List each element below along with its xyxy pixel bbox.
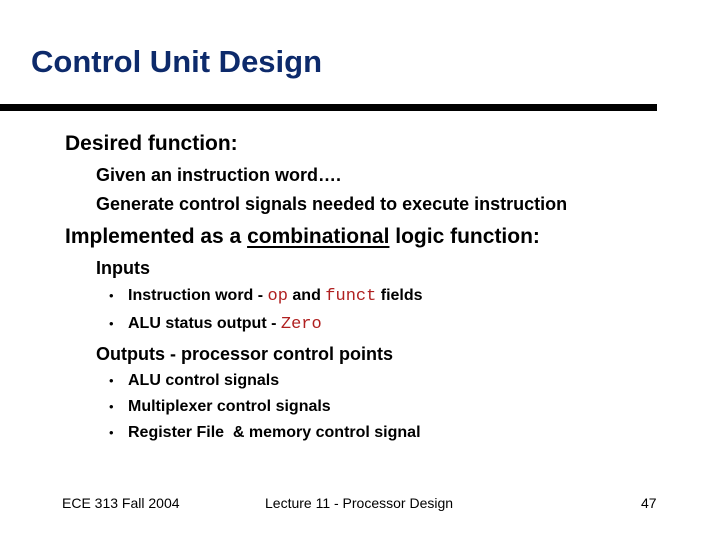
bullet-instruction-word <box>109 287 423 306</box>
dot-bullet-icon: • <box>109 288 114 303</box>
dot-bullet-icon: • <box>109 373 114 388</box>
bullet-outputs <box>73 344 393 365</box>
page-number: 47 <box>641 495 657 511</box>
title-divider <box>0 104 657 111</box>
bullet-text: Register File & memory control signal <box>128 424 421 441</box>
bullet-text: Given an instruction word…. <box>96 165 342 185</box>
slide-title: Control Unit Design <box>31 44 323 79</box>
code-funct: funct <box>325 287 377 306</box>
bullet-text: Generate control signals needed to execute instruction <box>96 194 568 214</box>
bullet-desired-function <box>33 132 238 156</box>
code-zero: Zero <box>280 315 322 334</box>
dot-bullet-icon: • <box>109 399 114 414</box>
bullet-mux-control <box>109 398 331 416</box>
bullet-implemented <box>33 225 540 249</box>
bullet-text-post: logic function: <box>389 225 540 248</box>
bullet-text: Outputs - processor control points <box>96 344 394 364</box>
bullet-text: Desired function: <box>65 132 238 155</box>
bullet-text-pre: Implemented as a <box>65 225 248 248</box>
bullet-text: ALU control signals <box>128 372 280 389</box>
bullet-given-instruction <box>73 165 341 186</box>
bullet-text-post: fields <box>376 287 423 304</box>
dot-bullet-icon: • <box>109 316 114 331</box>
underlined-term: combinational <box>247 225 390 248</box>
bullet-alu-control <box>109 372 279 390</box>
bullet-text: Multiplexer control signals <box>128 398 331 415</box>
bullet-alu-status <box>109 315 322 334</box>
code-op: op <box>267 287 288 306</box>
bullet-generate-signals <box>73 194 567 215</box>
footer-lecture: Lecture 11 - Processor Design <box>265 495 454 511</box>
bullet-text: Inputs <box>96 258 150 278</box>
bullet-text-mid: and <box>287 287 326 304</box>
dot-bullet-icon: • <box>109 425 114 440</box>
bullet-regfile-control <box>109 424 421 442</box>
bullet-inputs <box>73 258 150 279</box>
footer-course: ECE 313 Fall 2004 <box>62 495 180 511</box>
bullet-text-pre: ALU status output - <box>128 315 281 332</box>
bullet-text-pre: Instruction word - <box>128 287 268 304</box>
